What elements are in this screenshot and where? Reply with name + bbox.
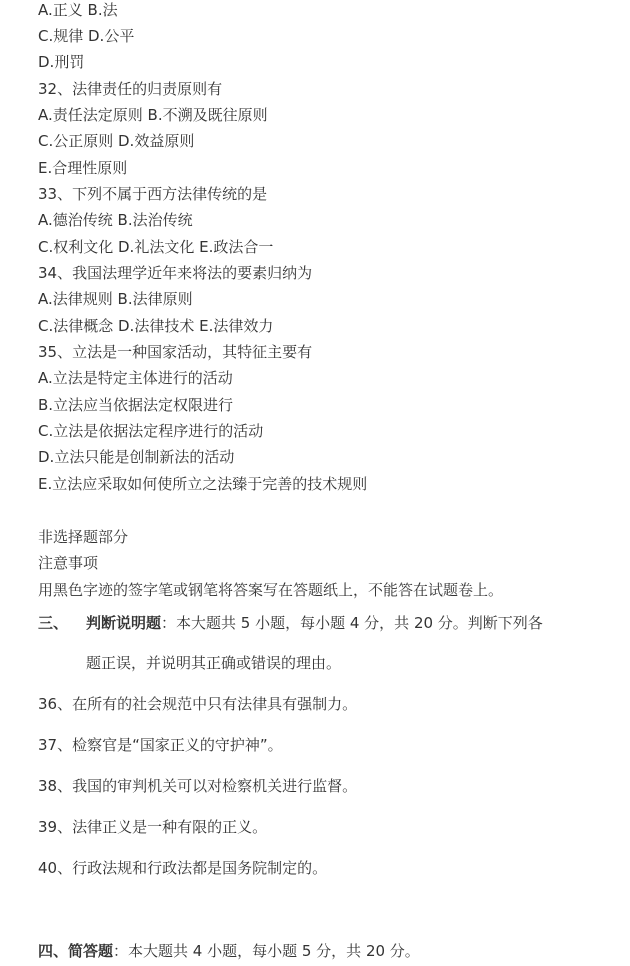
- option-line: A.德治传统 B.法治传统: [38, 211, 193, 229]
- option-line: A.法律规则 B.法律原则: [38, 290, 193, 308]
- question-32: 32、法律责任的归责原则有: [38, 80, 223, 98]
- option-line: C.公正原则 D.效益原则: [38, 132, 195, 150]
- section4-desc: ：本大题共 4 小题，每小题 5 分，共 20 分。: [113, 942, 420, 960]
- judge-question-39: 39、法律正义是一种有限的正义。: [38, 818, 268, 836]
- notice-title: 注意事项: [38, 554, 99, 572]
- section3-desc: ：本大题共 5 小题，每小题 4 分，共 20 分。判断下列各: [161, 614, 543, 632]
- notice-text: 用黑色字迹的签字笔或钢笔将答案写在答题纸上，不能答在试题卷上。: [38, 581, 504, 599]
- option-line: C.法律概念 D.法律技术 E.法律效力: [38, 317, 274, 335]
- question-35: 35、立法是一种国家活动，其特征主要有: [38, 343, 313, 361]
- option-line: A.立法是特定主体进行的活动: [38, 369, 233, 387]
- judge-question-36: 36、在所有的社会规范中只有法律具有强制力。: [38, 695, 358, 713]
- section4-title: 四、简答题: [38, 942, 114, 960]
- option-line: C.立法是依据法定程序进行的活动: [38, 422, 264, 440]
- section4-heading: [38, 941, 420, 961]
- section3-heading: [38, 613, 543, 633]
- option-line: E.合理性原则: [38, 159, 128, 177]
- option-line: C.规律 D.公平: [38, 27, 135, 45]
- question-33: 33、下列不属于西方法律传统的是: [38, 185, 268, 203]
- option-line: E.立法应采取如何使所立之法臻于完善的技术规则: [38, 475, 368, 493]
- section3-desc-continued: 题正误，并说明其正确或错误的理由。: [86, 654, 342, 672]
- judge-question-38: 38、我国的审判机关可以对检察机关进行监督。: [38, 777, 358, 795]
- option-line: D.刑罚: [38, 53, 85, 71]
- option-line: A.正义 B.法: [38, 1, 118, 19]
- section3-number: 三、: [38, 614, 69, 632]
- judge-question-37: 37、检察官是“国家正义的守护神”。: [38, 736, 283, 754]
- option-line: A.责任法定原则 B.不溯及既往原则: [38, 106, 268, 124]
- judge-question-40: 40、行政法规和行政法都是国务院制定的。: [38, 859, 328, 877]
- part-title: 非选择题部分: [38, 528, 129, 546]
- option-line: D.立法只能是创制新法的活动: [38, 448, 235, 466]
- option-line: C.权利文化 D.礼法文化 E.政法合一: [38, 238, 274, 256]
- option-line: B.立法应当依据法定权限进行: [38, 396, 234, 414]
- question-34: 34、我国法理学近年来将法的要素归纳为: [38, 264, 313, 282]
- section3-title: 判断说明题: [86, 614, 162, 632]
